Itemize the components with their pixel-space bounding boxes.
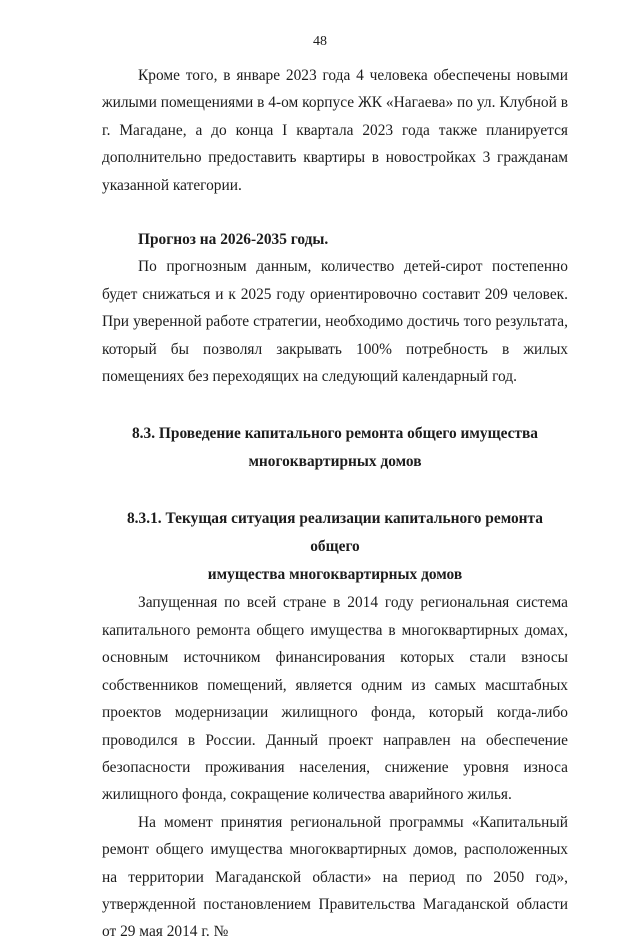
subsection-heading-line-1: 8.3.1. Текущая ситуация реализации капитального ремонта общего: [126, 510, 543, 556]
spacer: [102, 199, 568, 226]
section-heading: [102, 420, 568, 476]
page-number: 48: [313, 34, 327, 49]
paragraph-capital-repair-system: Запущенная по всей стране в 2014 году региональная система капитального ремонта общего имущества в многоквартирных домах, основным источником финансирования которых стали взносы собственников помещений, является одним из самых масштабных проектов модернизации жилищного фонда, который когда-либо проводился в России. Данный проект направлен на обеспечение безопасности проживания населения, снижение уровня износа жилищного фонда, сокращение количества аварийного жилья.: [102, 594, 568, 804]
subsection-heading: [102, 505, 568, 589]
spacer: [102, 476, 568, 505]
subsection-heading-line-2: имущества многоквартирных домов: [207, 566, 463, 584]
forecast-heading: Прогноз на 2026-2035 годы.: [138, 231, 329, 249]
section-heading-line-2: многоквартирных домов: [248, 453, 422, 471]
spacer: [102, 390, 568, 420]
paragraph-housing-provision: Кроме того, в январе 2023 года 4 человека обеспечены новыми жилыми помещениями в 4-ом корпусе ЖК «Нагаева» по ул. Клубной в г. Магадане, а до конца I квартала 2023 года также планируется дополнительно предоставить квартиры в новостройках 3 гражданам указанной категории.: [102, 67, 568, 194]
paragraph-forecast: По прогнозным данным, количество детей-сирот постепенно будет снижаться и к 2025 году ориентировочно составит 209 человек. При уверенной работе стратегии, необходимо достичь того результата, который бы позволял закрывать 100% потребность в жилых помещениях без переходящих на следующий календарный год.: [102, 258, 568, 386]
document-body: [102, 62, 568, 946]
section-heading-line-1: 8.3. Проведение капитального ремонта общего имущества: [131, 425, 539, 443]
paragraph-regional-program: На момент принятия региональной программы «Капитальный ремонт общего имущества многоквартирных домов, расположенных на территории Магаданской области» на период по 2050 год», утвержденной постановлением Правительства Магаданской области от 29 мая 2014 г. №: [102, 813, 568, 941]
